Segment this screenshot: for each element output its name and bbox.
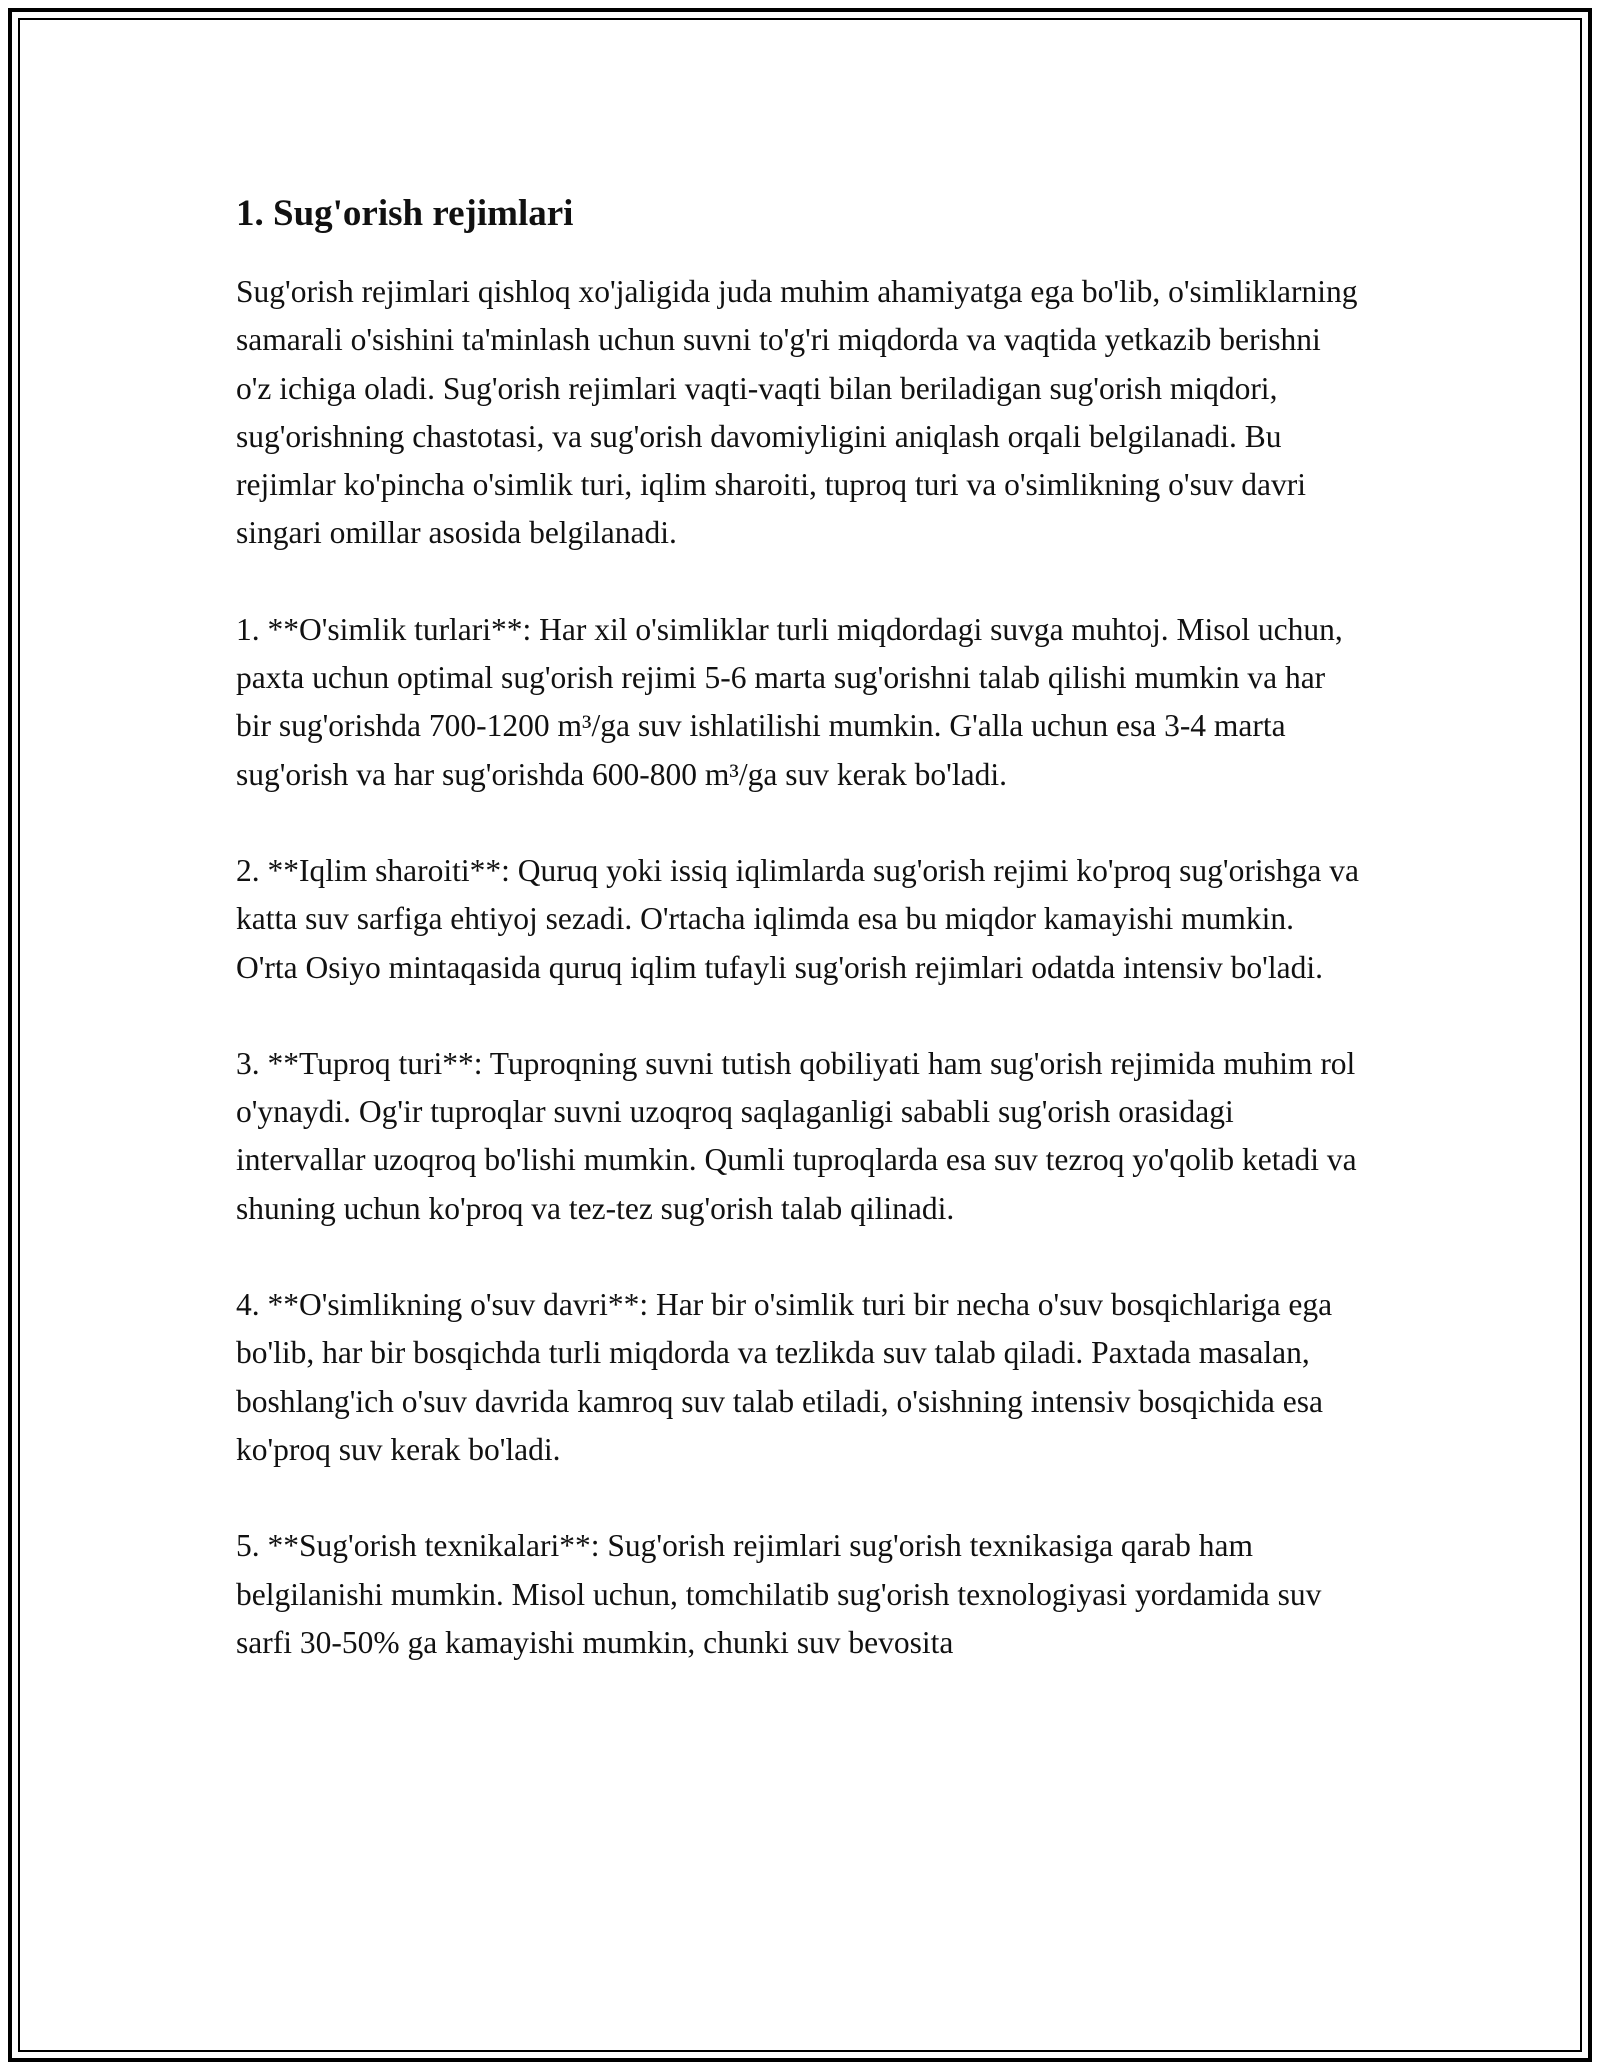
list-item-climate: 2. **Iqlim sharoiti**: Quruq yoki issiq iqlimlarda sug'orish rejimi ko'proq sug'orishga va katta suv sarfiga ehtiyoj sezadi. O'rtacha iqlimda esa bu miqdor kamayishi mumkin. O'rta Osiyo mintaqasida quruq iqlim tufayli sug'orish rejimlari odatda intensiv bo'ladi.	[236, 852, 1359, 985]
section-heading: 1. Sug'orish rejimlari	[236, 193, 574, 234]
list-item-growth-period: 4. **O'simlikning o'suv davri**: Har bir o'simlik turi bir necha o'suv bosqichlariga ega bo'lib, har bir bosqichda turli miqdorda va tezlikda suv talab qiladi. Paxtada masalan, boshlang'ich o'suv davrida kamroq suv talab etiladi, o'sishning intensiv bosqichida esa ko'proq suv kerak bo'ladi.	[236, 1287, 1333, 1467]
list-item-plant-types: 1. **O'simlik turlari**: Har xil o'simliklar turli miqdordagi suvga muhtoj. Misol uchun, paxta uchun optimal sug'orish rejimi 5-6 marta sug'orishni talab qilishi mumkin va har bir sug'orishda 700-1200 m³/ga suv ishlatilishi mumkin. G'alla uchun esa 3-4 marta sug'orish va har sug'orishda 600-800 m³/ga suv kerak bo'ladi.	[236, 611, 1343, 792]
list-item-irrigation-techniques: 5. **Sug'orish texnikalari**: Sug'orish rejimlari sug'orish texnikasiga qarab ham belgilanishi mumkin. Misol uchun, tomchilatib sug'orish texnologiyasi yordamida suv sarfi 30-50% ga kamayishi mumkin, chunki suv bevosita	[236, 1528, 1322, 1660]
document-body	[236, 188, 1360, 1715]
intro-paragraph: Sug'orish rejimlari qishloq xo'jaligida juda muhim ahamiyatga ega bo'lib, o'simliklarning samarali o'sishini ta'minlash uchun suvni to'g'ri miqdorda va vaqtida yetkazib berishni o'z ichiga oladi. Sug'orish rejimlari vaqti-vaqti bilan beriladigan sug'orish miqdori, sug'orishning chastotasi, va sug'orish davomiyligini aniqlash orqali belgilanadi. Bu rejimlar ko'pincha o'simlik turi, iqlim sharoiti, tuproq turi va o'simlikning o'suv davri singari omillar asosida belgilanadi.	[236, 274, 1358, 551]
list-item-soil-type: 3. **Tuproq turi**: Tuproqning suvni tutish qobiliyati ham sug'orish rejimida muhim rol o'ynaydi. Og'ir tuproqlar suvni uzoqroq saqlaganligi sababli sug'orish orasidagi intervallar uzoqroq bo'lishi mumkin. Qumli tuproqlarda esa suv tezroq yo'qolib ketadi va shuning uchun ko'proq va tez-tez sug'orish talab qilinadi.	[236, 1045, 1357, 1226]
